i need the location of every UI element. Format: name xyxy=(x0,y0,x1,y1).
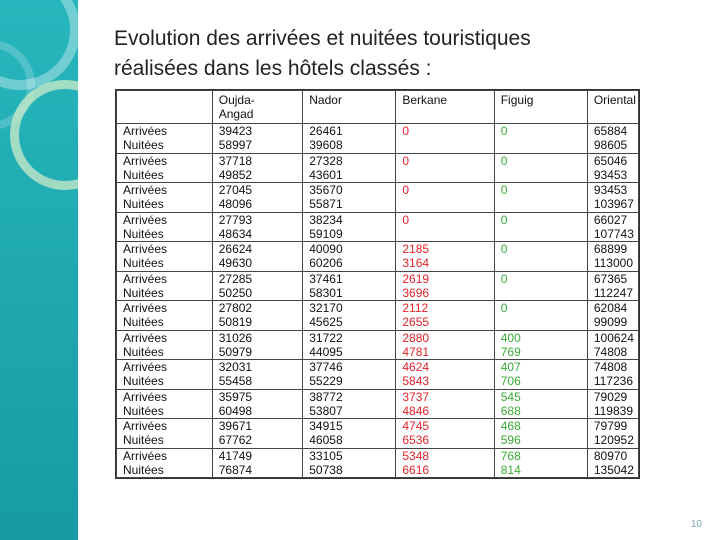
label-cell-value: Nuitées xyxy=(123,226,164,241)
nador-cell-value: 34915 xyxy=(309,419,343,433)
nador-cell xyxy=(303,212,396,242)
table-row xyxy=(117,448,639,478)
berkane-cell xyxy=(396,330,494,360)
nador-cell xyxy=(303,448,396,478)
data-table-frame xyxy=(115,89,640,479)
oujda-cell-value: 48634 xyxy=(218,226,253,241)
figuig-cell-value: 0 xyxy=(500,153,508,168)
figuig-cell xyxy=(494,212,587,242)
nador-cell-value: 43601 xyxy=(309,167,343,182)
berkane-cell-value: 4624 xyxy=(402,360,430,374)
oriental-cell-value: 98605 xyxy=(593,138,628,152)
decorative-sidebar xyxy=(0,0,78,540)
oujda-cell-value: 76874 xyxy=(218,462,253,477)
label-cell xyxy=(117,389,213,419)
oriental-cell-value: 66027 xyxy=(593,212,628,227)
berkane-cell-value: 0 xyxy=(402,124,410,138)
oriental-cell xyxy=(587,212,638,242)
berkane-cell-value: 5348 xyxy=(402,448,430,463)
label-cell-value: Nuitées xyxy=(123,374,164,388)
table-row xyxy=(117,330,639,360)
figuig-cell xyxy=(494,271,587,301)
oriental-cell xyxy=(587,419,638,449)
oujda-cell-value: 58997 xyxy=(218,138,253,152)
label-cell-value: Arrivées xyxy=(123,242,168,256)
nador-cell xyxy=(303,124,396,154)
nador-cell xyxy=(303,330,396,360)
label-cell-value: Arrivées xyxy=(123,448,168,463)
label-cell xyxy=(117,242,213,272)
label-cell-value: Arrivées xyxy=(123,419,168,433)
oujda-cell-value: 60498 xyxy=(218,403,253,418)
berkane-cell-value: 6536 xyxy=(402,433,430,447)
table-row xyxy=(117,153,639,183)
label-cell-value: Nuitées xyxy=(123,167,164,182)
oujda-cell-value: 50819 xyxy=(218,315,253,329)
oriental-cell xyxy=(587,301,638,331)
nador-cell-value: 27328 xyxy=(309,153,343,168)
oriental-cell-value: 103967 xyxy=(593,197,634,211)
oujda-cell xyxy=(212,271,303,301)
nador-cell xyxy=(303,360,396,390)
berkane-cell xyxy=(396,124,494,154)
oriental-cell-value: 67365 xyxy=(593,271,628,286)
oriental-cell-value: 65884 xyxy=(593,124,628,138)
figuig-cell xyxy=(494,301,587,331)
figuig-cell-value: 0 xyxy=(500,271,508,286)
oriental-cell-value: 135042 xyxy=(593,462,634,477)
oriental-cell xyxy=(587,153,638,183)
oriental-cell xyxy=(587,183,638,213)
oriental-cell-value: 100624 xyxy=(593,330,634,345)
label-cell xyxy=(117,448,213,478)
nador-cell xyxy=(303,419,396,449)
berkane-cell xyxy=(396,183,494,213)
nador-cell-value: 45625 xyxy=(309,315,343,329)
oujda-cell-value: 35975 xyxy=(218,389,253,404)
table-row xyxy=(117,389,639,419)
oujda-cell xyxy=(212,448,303,478)
oujda-cell xyxy=(212,330,303,360)
berkane-cell xyxy=(396,212,494,242)
figuig-cell-value: 468 xyxy=(500,419,521,433)
label-cell-value: Arrivées xyxy=(123,124,168,138)
label-cell-value: Arrivées xyxy=(123,153,168,168)
nador-cell-value: 39608 xyxy=(309,138,343,152)
table-row xyxy=(117,212,639,242)
page-number: 10 xyxy=(690,519,702,530)
oujda-cell xyxy=(212,183,303,213)
oriental-cell-value: 65046 xyxy=(593,153,628,168)
nador-cell-value: 32170 xyxy=(309,301,343,315)
label-cell-value: Arrivées xyxy=(123,212,168,227)
berkane-cell-value: 4745 xyxy=(402,419,430,433)
figuig-cell-value: 400 xyxy=(500,330,521,345)
header-oujda: Oujda- Angad xyxy=(212,91,303,124)
oriental-cell xyxy=(587,271,638,301)
label-cell-value: Nuitées xyxy=(123,344,164,359)
berkane-cell xyxy=(396,448,494,478)
label-cell-value: Nuitées xyxy=(123,403,164,418)
figuig-cell-value: 0 xyxy=(500,124,508,138)
oujda-cell-value: 39423 xyxy=(218,124,253,138)
label-cell-value: Arrivées xyxy=(123,271,168,286)
table-row xyxy=(117,124,639,154)
figuig-cell-value: 0 xyxy=(500,212,508,227)
header-empty xyxy=(117,91,213,124)
berkane-cell-value: 2185 xyxy=(402,242,430,256)
oujda-cell xyxy=(212,124,303,154)
tourism-table xyxy=(116,90,639,478)
slide-title xyxy=(114,24,694,84)
nador-cell-value: 31722 xyxy=(309,330,343,345)
berkane-cell-value: 4781 xyxy=(402,344,430,359)
figuig-cell-value: 0 xyxy=(500,242,508,256)
label-cell-value: Nuitées xyxy=(123,256,164,270)
oriental-cell xyxy=(587,389,638,419)
oriental-cell xyxy=(587,124,638,154)
oujda-cell xyxy=(212,212,303,242)
table-row xyxy=(117,242,639,272)
label-cell xyxy=(117,419,213,449)
nador-cell xyxy=(303,271,396,301)
oriental-cell-value: 120952 xyxy=(593,433,634,447)
label-cell xyxy=(117,124,213,154)
oujda-cell xyxy=(212,242,303,272)
berkane-cell xyxy=(396,271,494,301)
berkane-cell xyxy=(396,153,494,183)
label-cell-value: Nuitées xyxy=(123,285,164,300)
nador-cell-value: 37746 xyxy=(309,360,343,374)
berkane-cell-value: 2112 xyxy=(402,301,429,315)
nador-cell-value: 35670 xyxy=(309,183,343,197)
oriental-cell-value: 93453 xyxy=(593,167,628,182)
header-oriental: Oriental xyxy=(587,91,638,124)
nador-cell-value: 44095 xyxy=(309,344,343,359)
oriental-cell-value: 68899 xyxy=(593,242,628,256)
oriental-cell xyxy=(587,360,638,390)
nador-cell-value: 26461 xyxy=(309,124,343,138)
nador-cell-value: 60206 xyxy=(309,256,343,270)
oriental-cell xyxy=(587,242,638,272)
table-header-row xyxy=(117,91,639,124)
label-cell-value: Nuitées xyxy=(123,315,164,329)
title-line-1: Evolution des arrivées et nuitées touristiques xyxy=(114,27,531,50)
berkane-cell xyxy=(396,389,494,419)
nador-cell xyxy=(303,153,396,183)
figuig-cell xyxy=(494,448,587,478)
berkane-cell-value: 2655 xyxy=(402,315,430,329)
figuig-cell-value: 814 xyxy=(500,462,521,477)
figuig-cell xyxy=(494,183,587,213)
figuig-cell xyxy=(494,153,587,183)
label-cell xyxy=(117,153,213,183)
title-line-2: réalisées dans les hôtels classés : xyxy=(114,57,432,80)
oujda-cell-value: 49852 xyxy=(218,167,253,182)
label-cell-value: Nuitées xyxy=(123,462,164,477)
label-cell-value: Nuitées xyxy=(123,138,164,152)
nador-cell xyxy=(303,242,396,272)
nador-cell-value: 33105 xyxy=(309,448,343,463)
table-row xyxy=(117,360,639,390)
oriental-cell-value: 79799 xyxy=(593,419,628,433)
figuig-cell-value: 706 xyxy=(500,374,521,388)
table-row xyxy=(117,301,639,331)
label-cell-value: Arrivées xyxy=(123,360,168,374)
nador-cell-value: 40090 xyxy=(309,242,343,256)
figuig-cell xyxy=(494,242,587,272)
figuig-cell xyxy=(494,360,587,390)
oujda-cell-value: 26624 xyxy=(218,242,253,256)
oujda-cell-value: 39671 xyxy=(218,419,253,433)
figuig-cell-value: 0 xyxy=(500,301,508,315)
berkane-cell xyxy=(396,419,494,449)
oujda-cell-value: 32031 xyxy=(218,360,253,374)
nador-cell-value: 58301 xyxy=(309,285,343,300)
nador-cell xyxy=(303,389,396,419)
figuig-cell-value: 596 xyxy=(500,433,521,447)
label-cell-value: Arrivées xyxy=(123,301,168,315)
nador-cell-value: 38234 xyxy=(309,212,343,227)
figuig-cell xyxy=(494,124,587,154)
oriental-cell xyxy=(587,330,638,360)
table-row xyxy=(117,419,639,449)
oujda-cell-value: 48096 xyxy=(218,197,253,211)
table-row xyxy=(117,183,639,213)
oujda-cell-value: 27802 xyxy=(218,301,253,315)
label-cell xyxy=(117,330,213,360)
label-cell xyxy=(117,183,213,213)
oujda-cell-value: 49630 xyxy=(218,256,253,270)
oriental-cell-value: 79029 xyxy=(593,389,628,404)
berkane-cell-value: 3696 xyxy=(402,285,430,300)
nador-cell-value: 59109 xyxy=(309,226,343,241)
nador-cell-value: 53807 xyxy=(309,403,343,418)
figuig-cell-value: 769 xyxy=(500,344,521,359)
oriental-cell-value: 112247 xyxy=(593,285,633,300)
label-cell xyxy=(117,271,213,301)
oujda-cell-value: 27285 xyxy=(218,271,253,286)
berkane-cell-value: 0 xyxy=(402,153,410,168)
figuig-cell-value: 407 xyxy=(500,360,521,374)
berkane-cell-value: 5843 xyxy=(402,374,430,388)
figuig-cell-value: 545 xyxy=(500,389,521,404)
oujda-cell-value: 37718 xyxy=(218,153,253,168)
berkane-cell-value: 0 xyxy=(402,212,410,227)
nador-cell xyxy=(303,183,396,213)
label-cell-value: Arrivées xyxy=(123,330,168,345)
berkane-cell xyxy=(396,242,494,272)
oriental-cell-value: 117236 xyxy=(593,374,633,388)
label-cell-value: Nuitées xyxy=(123,433,164,447)
oujda-cell-value: 27045 xyxy=(218,183,253,197)
oujda-cell-value: 50979 xyxy=(218,344,253,359)
figuig-cell-value: 0 xyxy=(500,183,508,197)
oriental-cell-value: 113000 xyxy=(593,256,633,270)
oujda-cell xyxy=(212,153,303,183)
oujda-cell-value: 67762 xyxy=(218,433,253,447)
oujda-cell xyxy=(212,389,303,419)
figuig-cell xyxy=(494,330,587,360)
table-row xyxy=(117,271,639,301)
oujda-cell-value: 41749 xyxy=(218,448,253,463)
nador-cell-value: 46058 xyxy=(309,433,343,447)
label-cell-value: Arrivées xyxy=(123,183,168,197)
berkane-cell-value: 4846 xyxy=(402,403,430,418)
nador-cell xyxy=(303,301,396,331)
oriental-cell-value: 119839 xyxy=(593,403,633,418)
label-cell xyxy=(117,301,213,331)
berkane-cell-value: 2619 xyxy=(402,271,430,286)
label-cell-value: Arrivées xyxy=(123,389,168,404)
nador-cell-value: 50738 xyxy=(309,462,343,477)
oujda-cell-value: 27793 xyxy=(218,212,253,227)
oriental-cell-value: 107743 xyxy=(593,226,634,241)
oriental-cell-value: 74808 xyxy=(593,360,628,374)
oujda-cell xyxy=(212,360,303,390)
berkane-cell xyxy=(396,301,494,331)
figuig-cell xyxy=(494,419,587,449)
berkane-cell-value: 2880 xyxy=(402,330,430,345)
header-nador: Nador xyxy=(303,91,396,124)
label-cell-value: Nuitées xyxy=(123,197,164,211)
oriental-cell-value: 93453 xyxy=(593,183,628,197)
nador-cell-value: 55229 xyxy=(309,374,343,388)
nador-cell-value: 38772 xyxy=(309,389,343,404)
figuig-cell-value: 688 xyxy=(500,403,521,418)
oriental-cell-value: 74808 xyxy=(593,344,628,359)
oujda-cell xyxy=(212,419,303,449)
header-berkane: Berkane xyxy=(396,91,494,124)
oujda-cell-value: 31026 xyxy=(218,330,253,345)
oujda-cell xyxy=(212,301,303,331)
berkane-cell-value: 6616 xyxy=(402,462,430,477)
oriental-cell xyxy=(587,448,638,478)
oriental-cell-value: 99099 xyxy=(593,315,628,329)
figuig-cell-value: 768 xyxy=(500,448,521,463)
berkane-cell xyxy=(396,360,494,390)
nador-cell-value: 55871 xyxy=(309,197,343,211)
nador-cell-value: 37461 xyxy=(309,271,343,286)
oriental-cell-value: 80970 xyxy=(593,448,628,463)
label-cell xyxy=(117,360,213,390)
figuig-cell xyxy=(494,389,587,419)
oriental-cell-value: 62084 xyxy=(593,301,628,315)
berkane-cell-value: 0 xyxy=(402,183,410,197)
oujda-cell-value: 55458 xyxy=(218,374,253,388)
berkane-cell-value: 3164 xyxy=(402,256,430,270)
berkane-cell-value: 3737 xyxy=(402,389,430,404)
oujda-cell-value: 50250 xyxy=(218,285,253,300)
label-cell xyxy=(117,212,213,242)
header-figuig: Figuig xyxy=(494,91,587,124)
